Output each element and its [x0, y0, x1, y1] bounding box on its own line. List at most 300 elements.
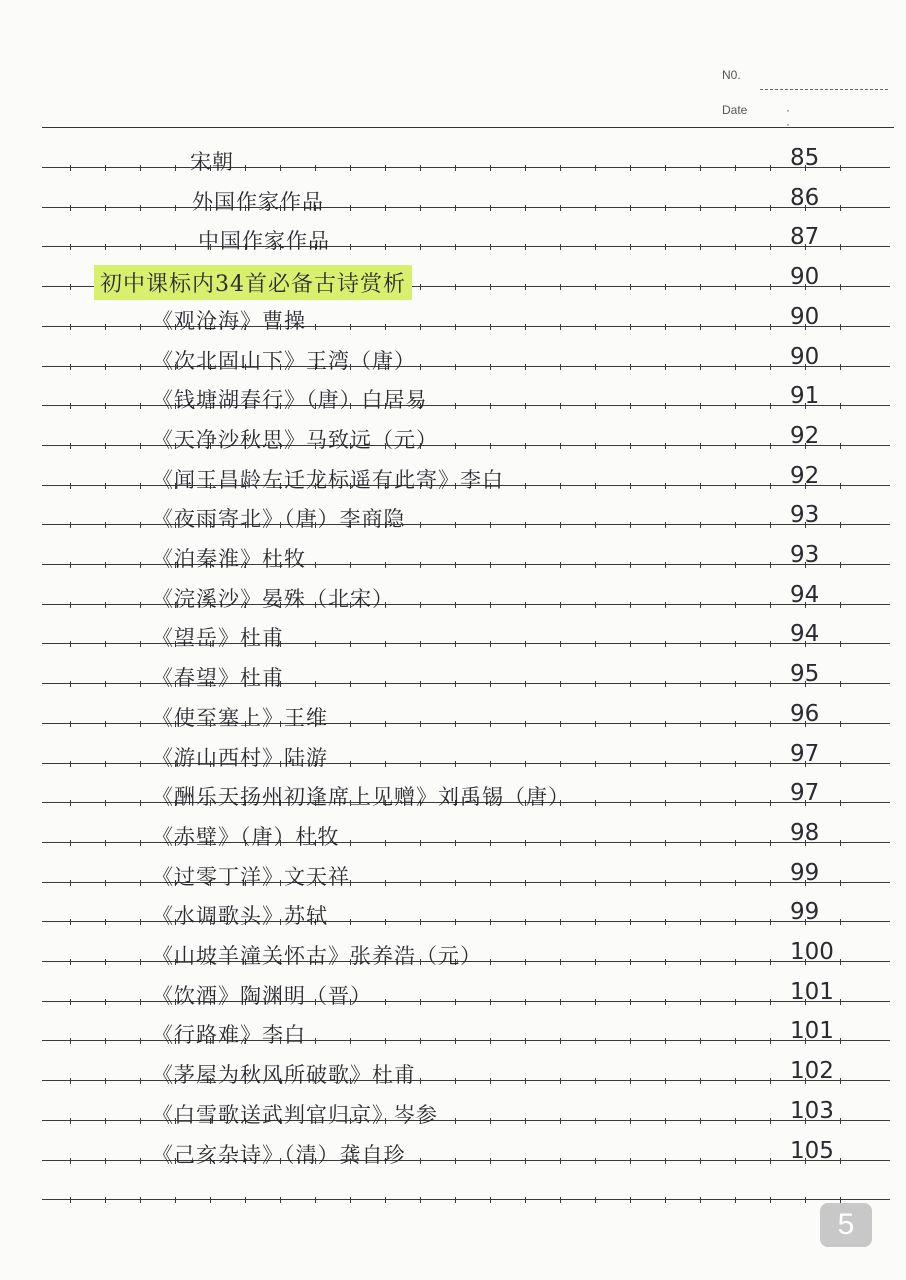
rule-tick [140, 880, 141, 886]
entry-title: 《白雪歌送武判官归京》岑参 [152, 1103, 438, 1127]
rule-tick [315, 1197, 316, 1203]
rule-tick [140, 403, 141, 409]
rule-tick [140, 483, 141, 489]
rule-tick [490, 1078, 491, 1084]
rule-tick [525, 364, 526, 370]
rule-tick [595, 1197, 596, 1203]
rule-tick [665, 364, 666, 370]
entry-title: 《望岳》杜甫 [152, 626, 284, 650]
rule-tick [350, 641, 351, 647]
rule-tick [280, 1197, 281, 1203]
rule-tick [665, 324, 666, 330]
rule-tick [560, 364, 561, 370]
rule-tick [630, 761, 631, 767]
rule-tick [105, 681, 106, 687]
rule-tick [525, 244, 526, 250]
rule-tick [840, 761, 841, 767]
rule-tick [840, 721, 841, 727]
rule-tick [525, 1078, 526, 1084]
rule-tick [350, 205, 351, 211]
rule-tick [350, 324, 351, 330]
rule-tick [735, 1038, 736, 1044]
rule-tick [595, 721, 596, 727]
rule-tick [315, 641, 316, 647]
rule-tick [140, 443, 141, 449]
entry-title: 《天净沙秋思》马致远（元） [152, 428, 438, 452]
rule-tick [105, 165, 106, 171]
rule-tick [525, 681, 526, 687]
rule-tick [315, 165, 316, 171]
rule-tick [735, 800, 736, 806]
rule-tick [70, 919, 71, 925]
rule-tick [700, 364, 701, 370]
rule-tick [700, 761, 701, 767]
rule-tick [840, 999, 841, 1005]
rule-tick [840, 641, 841, 647]
rule-tick [105, 1197, 106, 1203]
page-number-badge: 5 [820, 1203, 872, 1247]
rule-tick [595, 165, 596, 171]
rule-tick [560, 959, 561, 965]
rule-tick [140, 641, 141, 647]
rule-tick [455, 602, 456, 608]
rule-tick [525, 483, 526, 489]
rule-tick [140, 761, 141, 767]
rule-tick [350, 165, 351, 171]
ruled-line [42, 207, 890, 208]
rule-tick [595, 999, 596, 1005]
rule-tick [420, 1078, 421, 1084]
rule-tick [630, 1078, 631, 1084]
rule-tick [700, 602, 701, 608]
entry-page-number: 97 [790, 780, 820, 806]
rule-tick [700, 324, 701, 330]
rule-tick [700, 562, 701, 568]
rule-tick [525, 999, 526, 1005]
entry-title: 《次北固山下》王湾（唐） [152, 349, 416, 373]
rule-tick [140, 522, 141, 528]
rule-tick [70, 205, 71, 211]
rule-tick [105, 483, 106, 489]
rule-tick [665, 840, 666, 846]
rule-tick [595, 800, 596, 806]
rule-tick [70, 165, 71, 171]
rule-tick [560, 681, 561, 687]
rule-tick [70, 1078, 71, 1084]
rule-tick [490, 1158, 491, 1164]
rule-tick [455, 1118, 456, 1124]
rule-tick [140, 840, 141, 846]
rule-tick [630, 919, 631, 925]
rule-tick [105, 522, 106, 528]
rule-tick [840, 205, 841, 211]
rule-tick [525, 761, 526, 767]
rule-tick [140, 205, 141, 211]
rule-tick [490, 165, 491, 171]
rule-tick [735, 1197, 736, 1203]
rule-tick [630, 999, 631, 1005]
rule-tick [385, 562, 386, 568]
rule-tick [70, 681, 71, 687]
rule-tick [840, 1078, 841, 1084]
rule-tick [455, 840, 456, 846]
rule-tick [665, 761, 666, 767]
rule-tick [770, 761, 771, 767]
rule-tick [105, 641, 106, 647]
rule-tick [420, 602, 421, 608]
rule-tick [595, 681, 596, 687]
rule-tick [420, 1197, 421, 1203]
rule-tick [700, 443, 701, 449]
rule-tick [525, 443, 526, 449]
rule-tick [560, 641, 561, 647]
rule-tick [700, 284, 701, 290]
entry-page-number: 100 [790, 939, 834, 965]
rule-tick [560, 721, 561, 727]
rule-tick [140, 324, 141, 330]
rule-tick [140, 364, 141, 370]
rule-tick [735, 403, 736, 409]
rule-tick [595, 919, 596, 925]
rule-tick [490, 1118, 491, 1124]
rule-tick [840, 602, 841, 608]
rule-tick [665, 1078, 666, 1084]
rule-tick [525, 403, 526, 409]
rule-tick [595, 403, 596, 409]
entry-title: 《酬乐天扬州初逢席上见赠》刘禹锡（唐） [152, 785, 570, 809]
rule-tick [455, 1038, 456, 1044]
rule-tick [700, 959, 701, 965]
rule-tick [700, 1197, 701, 1203]
rule-tick [630, 483, 631, 489]
rule-tick [595, 522, 596, 528]
entry-title: 《观沧海》曹操 [152, 309, 306, 333]
entry-page-number: 92 [790, 423, 820, 449]
rule-tick [630, 284, 631, 290]
rule-tick [735, 721, 736, 727]
rule-tick [70, 403, 71, 409]
entry-title: 《饮酒》陶渊明（晋） [152, 984, 372, 1008]
rule-tick [525, 324, 526, 330]
rule-tick [105, 602, 106, 608]
rule-tick [770, 641, 771, 647]
entry-title: 《山坡羊潼关怀古》张养浩（元） [152, 944, 482, 968]
rule-tick [70, 1038, 71, 1044]
rule-tick [490, 403, 491, 409]
rule-tick [735, 244, 736, 250]
rule-tick [735, 999, 736, 1005]
ruled-line [42, 167, 890, 168]
rule-tick [525, 1158, 526, 1164]
rule-tick [700, 681, 701, 687]
rule-tick [770, 403, 771, 409]
rule-tick [70, 761, 71, 767]
rule-tick [385, 880, 386, 886]
rule-tick [525, 602, 526, 608]
rule-tick [315, 562, 316, 568]
rule-tick [70, 840, 71, 846]
rule-tick [490, 562, 491, 568]
entry-title: 《钱塘湖春行》（唐）白居易 [152, 388, 428, 412]
rule-tick [735, 840, 736, 846]
rule-tick [595, 840, 596, 846]
rule-tick [140, 165, 141, 171]
rule-tick [665, 602, 666, 608]
rule-tick [420, 641, 421, 647]
rule-tick [560, 244, 561, 250]
rule-tick [630, 1158, 631, 1164]
rule-tick [70, 1197, 71, 1203]
rule-tick [630, 562, 631, 568]
rule-tick [630, 443, 631, 449]
rule-tick [665, 721, 666, 727]
rule-tick [420, 284, 421, 290]
rule-tick [630, 800, 631, 806]
rule-tick [700, 919, 701, 925]
rule-tick [770, 244, 771, 250]
rule-tick [840, 403, 841, 409]
entry-title: 外国作家作品 [192, 190, 324, 214]
entry-title: 《夜雨寄北》（唐）李商隐 [152, 507, 406, 531]
rule-tick [560, 919, 561, 925]
rule-tick [490, 641, 491, 647]
rule-tick [595, 641, 596, 647]
rule-tick [455, 999, 456, 1005]
rule-tick [525, 959, 526, 965]
rule-tick [385, 681, 386, 687]
rule-tick [490, 959, 491, 965]
rule-tick [105, 761, 106, 767]
rule-tick [630, 721, 631, 727]
rule-tick [665, 999, 666, 1005]
rule-tick [350, 1197, 351, 1203]
rule-tick [805, 1197, 806, 1203]
rule-tick [420, 165, 421, 171]
rule-tick [70, 721, 71, 727]
rule-tick [350, 562, 351, 568]
rule-tick [490, 602, 491, 608]
rule-tick [560, 483, 561, 489]
rule-tick [455, 1078, 456, 1084]
rule-tick [560, 840, 561, 846]
rule-tick [735, 443, 736, 449]
rule-tick [770, 721, 771, 727]
rule-tick [420, 721, 421, 727]
rule-tick [665, 1038, 666, 1044]
date-label: Date [722, 103, 748, 117]
entry-title: 《闻王昌龄左迁龙标遥有此寄》李白 [152, 468, 504, 492]
rule-tick [105, 880, 106, 886]
rule-tick [595, 1038, 596, 1044]
entry-page-number: 90 [790, 344, 820, 370]
rule-tick [70, 1158, 71, 1164]
rule-tick [840, 880, 841, 886]
rule-tick [560, 403, 561, 409]
rule-tick [840, 1038, 841, 1044]
rule-tick [770, 1197, 771, 1203]
rule-tick [525, 880, 526, 886]
rule-tick [630, 522, 631, 528]
rule-tick [735, 1118, 736, 1124]
rule-tick [630, 641, 631, 647]
rule-tick [245, 1197, 246, 1203]
rule-tick [385, 641, 386, 647]
entry-page-number: 94 [790, 621, 820, 647]
number-label: N0. [722, 68, 741, 82]
entry-page-number: 85 [790, 145, 820, 171]
rule-tick [525, 522, 526, 528]
rule-tick [595, 324, 596, 330]
rule-tick [525, 641, 526, 647]
rule-tick [420, 681, 421, 687]
rule-tick [490, 919, 491, 925]
entry-title: 《己亥杂诗》（清）龚自珍 [152, 1143, 406, 1167]
rule-tick [70, 284, 71, 290]
rule-tick [525, 165, 526, 171]
rule-tick [700, 205, 701, 211]
rule-tick [175, 165, 176, 171]
rule-tick [840, 919, 841, 925]
rule-tick [735, 641, 736, 647]
rule-tick [560, 880, 561, 886]
rule-tick [770, 165, 771, 171]
header-dotted-line [760, 89, 888, 90]
rule-tick [840, 522, 841, 528]
rule-tick [560, 602, 561, 608]
rule-tick [175, 1197, 176, 1203]
rule-tick [385, 721, 386, 727]
rule-tick [770, 800, 771, 806]
entry-page-number: 98 [790, 820, 820, 846]
rule-tick [665, 443, 666, 449]
rule-tick [840, 364, 841, 370]
rule-tick [420, 1038, 421, 1044]
rule-tick [70, 959, 71, 965]
rule-tick [630, 1038, 631, 1044]
rule-tick [665, 1197, 666, 1203]
rule-tick [70, 483, 71, 489]
entry-title: 《行路难》李白 [152, 1023, 306, 1047]
rule-tick [630, 1118, 631, 1124]
rule-tick [700, 880, 701, 886]
rule-tick [630, 681, 631, 687]
rule-tick [455, 522, 456, 528]
rule-tick [735, 681, 736, 687]
rule-tick [770, 999, 771, 1005]
rule-tick [665, 483, 666, 489]
entry-page-number: 101 [790, 1018, 834, 1044]
rule-tick [490, 324, 491, 330]
rule-tick [420, 364, 421, 370]
rule-tick [490, 522, 491, 528]
rule-tick [770, 562, 771, 568]
rule-tick [560, 1118, 561, 1124]
rule-tick [595, 1158, 596, 1164]
rule-tick [105, 800, 106, 806]
ruled-line [42, 1199, 890, 1200]
rule-tick [175, 244, 176, 250]
rule-tick [665, 681, 666, 687]
entry-page-number: 96 [790, 701, 820, 727]
rule-tick [70, 324, 71, 330]
rule-tick [70, 641, 71, 647]
rule-tick [595, 959, 596, 965]
rule-tick [840, 959, 841, 965]
rule-tick [735, 919, 736, 925]
rule-tick [490, 1038, 491, 1044]
rule-tick [105, 244, 106, 250]
rule-tick [385, 244, 386, 250]
entry-page-number: 99 [790, 899, 820, 925]
rule-tick [700, 800, 701, 806]
rule-tick [560, 205, 561, 211]
rule-tick [490, 284, 491, 290]
entry-page-number: 99 [790, 860, 820, 886]
rule-tick [665, 244, 666, 250]
rule-tick [840, 840, 841, 846]
entry-title: 《浣溪沙》晏殊（北宋） [152, 587, 394, 611]
entry-title: 《游山西村》陆游 [152, 746, 328, 770]
rule-tick [105, 1038, 106, 1044]
entry-page-number: 102 [790, 1058, 834, 1084]
rule-tick [770, 483, 771, 489]
rule-tick [595, 205, 596, 211]
rule-tick [700, 483, 701, 489]
rule-tick [385, 999, 386, 1005]
rule-tick [770, 364, 771, 370]
rule-tick [315, 1038, 316, 1044]
entry-title: 《春望》杜甫 [152, 666, 284, 690]
rule-tick [525, 284, 526, 290]
rule-tick [105, 562, 106, 568]
rule-tick [595, 602, 596, 608]
rule-tick [385, 840, 386, 846]
rule-tick [735, 602, 736, 608]
rule-tick [700, 1158, 701, 1164]
entry-page-number: 95 [790, 661, 820, 687]
rule-tick [525, 205, 526, 211]
rule-tick [700, 1118, 701, 1124]
rule-tick [385, 205, 386, 211]
rule-tick [70, 1118, 71, 1124]
rule-tick [595, 443, 596, 449]
rule-tick [735, 562, 736, 568]
rule-tick [665, 284, 666, 290]
rule-tick [770, 880, 771, 886]
entry-page-number: 90 [790, 304, 820, 330]
rule-tick [140, 919, 141, 925]
rule-tick [665, 562, 666, 568]
rule-tick [140, 681, 141, 687]
rule-tick [840, 165, 841, 171]
rule-tick [665, 522, 666, 528]
rule-tick [735, 364, 736, 370]
rule-tick [665, 641, 666, 647]
rule-tick [315, 681, 316, 687]
rule-tick [140, 1118, 141, 1124]
rule-tick [525, 562, 526, 568]
rule-tick [700, 840, 701, 846]
rule-tick [210, 1197, 211, 1203]
rule-tick [560, 324, 561, 330]
rule-tick [420, 562, 421, 568]
rule-tick [455, 284, 456, 290]
rule-tick [735, 165, 736, 171]
entry-page-number: 90 [790, 264, 820, 290]
rule-tick [840, 800, 841, 806]
entry-title: 《赤壁》（唐）杜牧 [152, 825, 340, 849]
rule-tick [140, 562, 141, 568]
